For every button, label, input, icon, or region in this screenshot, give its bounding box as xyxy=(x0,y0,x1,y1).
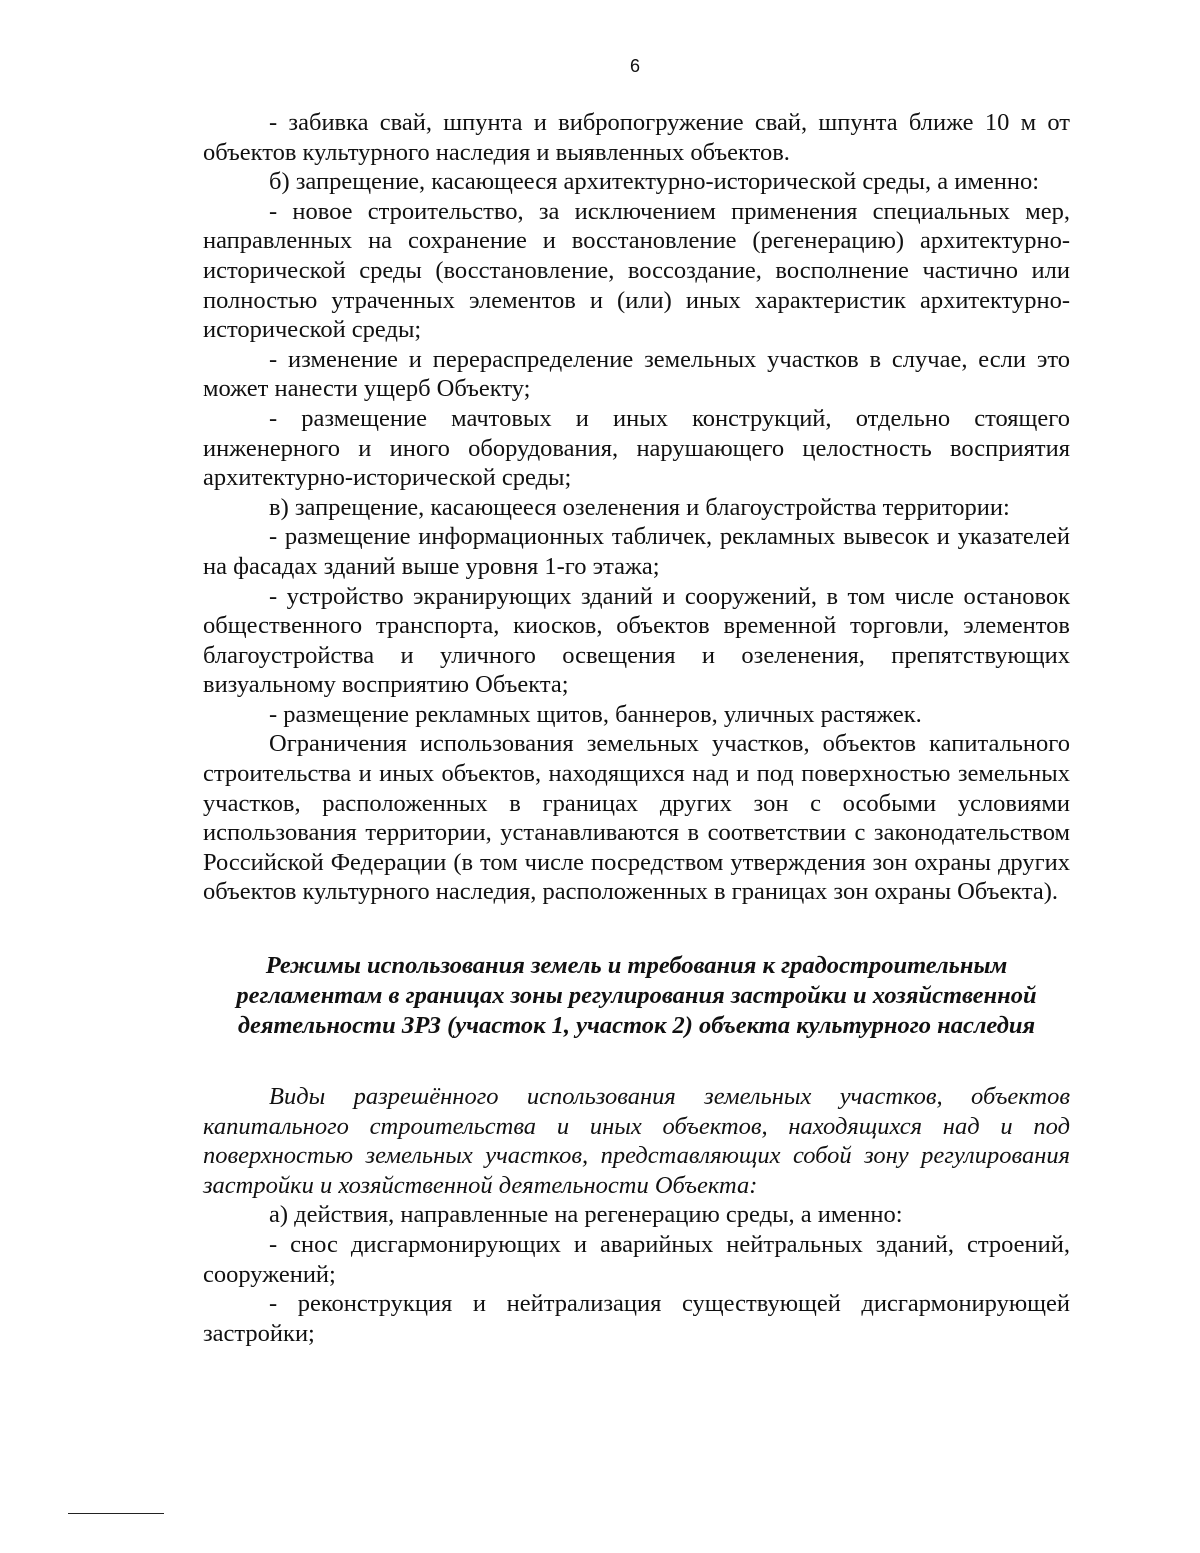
paragraph-landscaping-restriction: в) запрещение, касающееся озеленения и благоустройства территории: xyxy=(269,493,1010,521)
paragraph-demolition: - снос дисгармонирующих и аварийных нейтральных зданий, строений, сооружений; xyxy=(203,1231,1070,1288)
section-heading xyxy=(203,951,1070,1041)
section-heading-line: деятельности ЗРЗ (участок 1, участок 2) объекта культурного наследия xyxy=(237,1012,1036,1040)
paragraph-land-redistribution: - изменение и перераспределение земельных участков в случае, если это может нанести ущерб Объекту; xyxy=(203,345,1070,403)
paragraph-architectural-restriction: б) запрещение, касающееся архитектурно-исторической среды, а именно: xyxy=(269,168,1040,196)
paragraph-reconstruction: - реконструкция и нейтрализация существующей дисгармонирующей застройки; xyxy=(203,1290,1070,1347)
paragraph-pile-driving: - забивка свай, шпунта и вибропогружение свай, шпунта ближе 10 м от объектов культурного наследия и выявленных объектов. xyxy=(203,109,1070,166)
paragraph-new-construction: - новое строительство, за исключением применения специальных мер, направленных на сохранение и восстановление (регенерацию) архитектурно-исторической среды (восстановление, воссоздание, восполнение частично или полностью утраченных элементов и (или) иных характеристик архитектурно-исторической среды; xyxy=(203,197,1070,344)
section-heading-line: Режимы использования земель и требования к градостроительным xyxy=(265,952,1008,980)
paragraph-land-use-limitations: Ограничения использования земельных участков, объектов капитального строительства и иных объектов, находящихся над и под поверхностью земельных участков, расположенных в границах других зон с особыми условиями использования территории, устанавливаются в соответствии с законодательством Российской Федерации (в том числе посредством утверждения зон охраны других объектов культурного наследия, расположенных в границах зон охраны Объекта). xyxy=(203,730,1070,906)
page-number: 6 xyxy=(629,56,640,76)
paragraph-mast-structures: - размещение мачтовых и иных конструкций, отдельно стоящего инженерного и иного оборудования, нарушающего целостность восприятия архитектурно-исторической среды; xyxy=(203,404,1070,492)
paragraph-regeneration-actions: а) действия, направленные на регенерацию среды, а именно: xyxy=(269,1201,903,1229)
paragraph-signage: - размещение информационных табличек, рекламных вывесок и указателей на фасадах зданий выше уровня 1-го этажа; xyxy=(203,523,1070,580)
paragraph-billboards: - размещение рекламных щитов, баннеров, уличных растяжек. xyxy=(269,700,922,728)
paragraph-screening-buildings: - устройство экранирующих зданий и сооружений, в том числе остановок общественного транспорта, киосков, объектов временной торговли, элементов благоустройства и уличного освещения и озеленения, препятствующих визуальному восприятию Объекта; xyxy=(203,582,1070,699)
paragraph-permitted-uses: Виды разрешённого использования земельных участков, объектов капитального строительства и иных объектов, находящихся над и под поверхностью земельных участков, представляющих собой зону регулирования застройки и хозяйственной деятельности Объекта: xyxy=(203,1083,1070,1199)
document-body xyxy=(203,108,1070,1348)
footer-divider xyxy=(68,1513,164,1514)
section-heading-line: регламентам в границах зоны регулирования застройки и хозяйственной xyxy=(236,982,1037,1010)
